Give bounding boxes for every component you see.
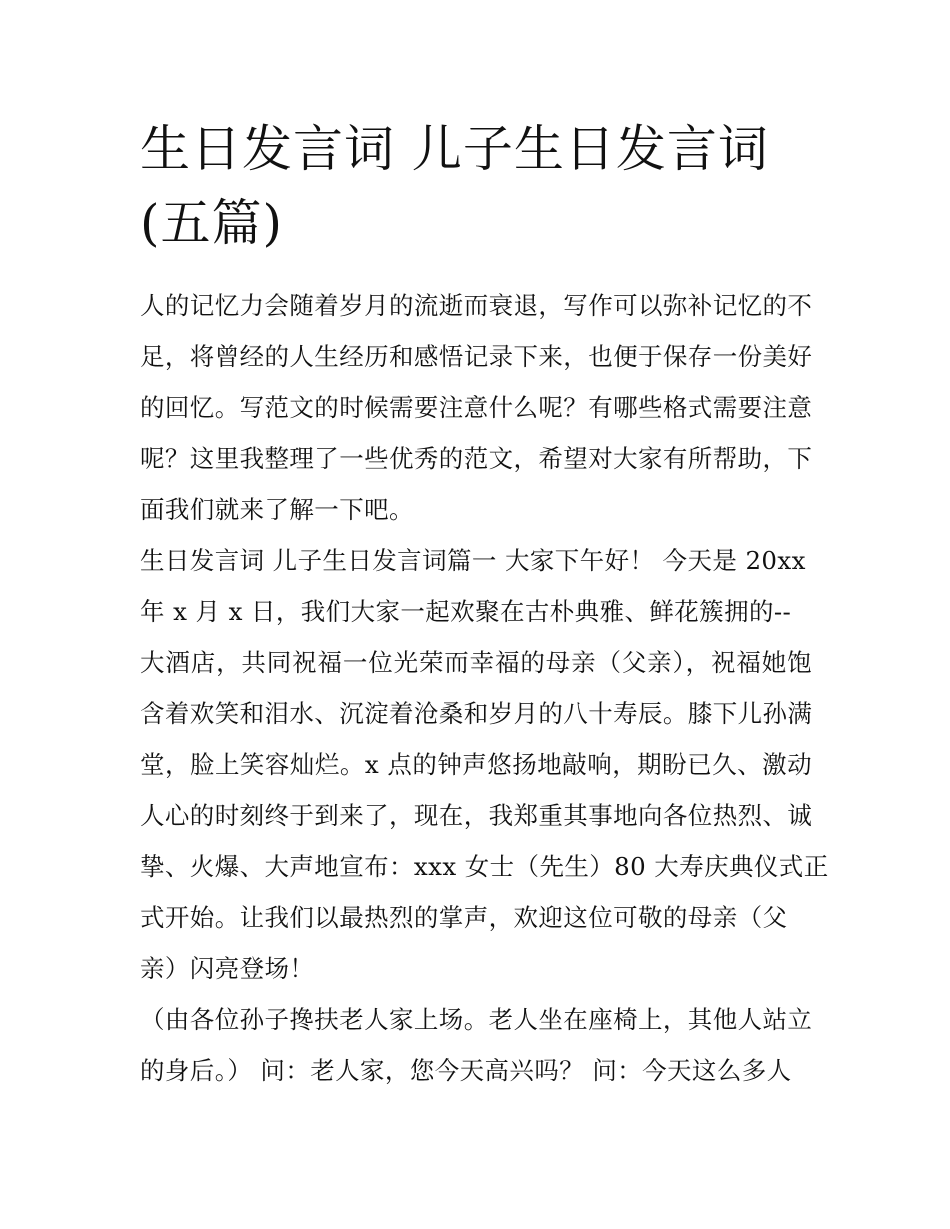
text-line: 足，将曾经的人生经历和感悟记录下来，也便于保存一份美好 [140,342,813,371]
title-line-2: (五篇) [140,194,284,252]
paragraph-intro [140,280,812,535]
text-line: 人心的时刻终于到来了，现在，我郑重其事地向各位热烈、诚 [140,801,813,830]
text-line: 面我们就来了解一下吧。 [140,495,414,524]
document-body [140,280,829,1096]
paragraph-speech [140,535,829,994]
text-line: 式开始。让我们以最热烈的掌声，欢迎这位可敬的母亲（父 [140,903,788,932]
text-line: 含着欢笑和泪水、沉淀着沧桑和岁月的八十寿辰。膝下儿孙满 [140,699,813,728]
text-line: （由各位孙子搀扶老人家上场。老人坐在座椅上，其他人站立 [140,1005,813,1034]
text-line: 挚、火爆、大声地宣布：xxx 女士（先生）80 大寿庆典仪式正 [140,852,829,881]
text-line: 亲）闪亮登场！ [140,954,315,983]
document-title [140,112,820,260]
title-line-1: 生日发言词 儿子生日发言词 [140,120,769,178]
text-line: 年 x 月 x 日，我们大家一起欢聚在古朴典雅、鲜花簇拥的-- [140,597,792,626]
text-line: 堂，脸上笑容灿烂。x 点的钟声悠扬地敲响，期盼已久、激动 [140,750,812,779]
text-line: 大酒店，共同祝福一位光荣而幸福的母亲（父亲），祝福她饱 [140,648,812,677]
text-line: 的身后。） 问：老人家，您今天高兴吗？ 问：今天这么多人 [140,1056,792,1085]
paragraph-stage-direction [140,994,812,1096]
text-line: 呢？这里我整理了一些优秀的范文，希望对大家有所帮助，下 [140,444,813,473]
text-line: 生日发言词 儿子生日发言词篇一 大家下午好！ 今天是 20xx [140,546,806,575]
text-line: 的回忆。写范文的时候需要注意什么呢？有哪些格式需要注意 [140,393,813,422]
text-line: 人的记忆力会随着岁月的流逝而衰退，写作可以弥补记忆的不 [140,291,813,320]
